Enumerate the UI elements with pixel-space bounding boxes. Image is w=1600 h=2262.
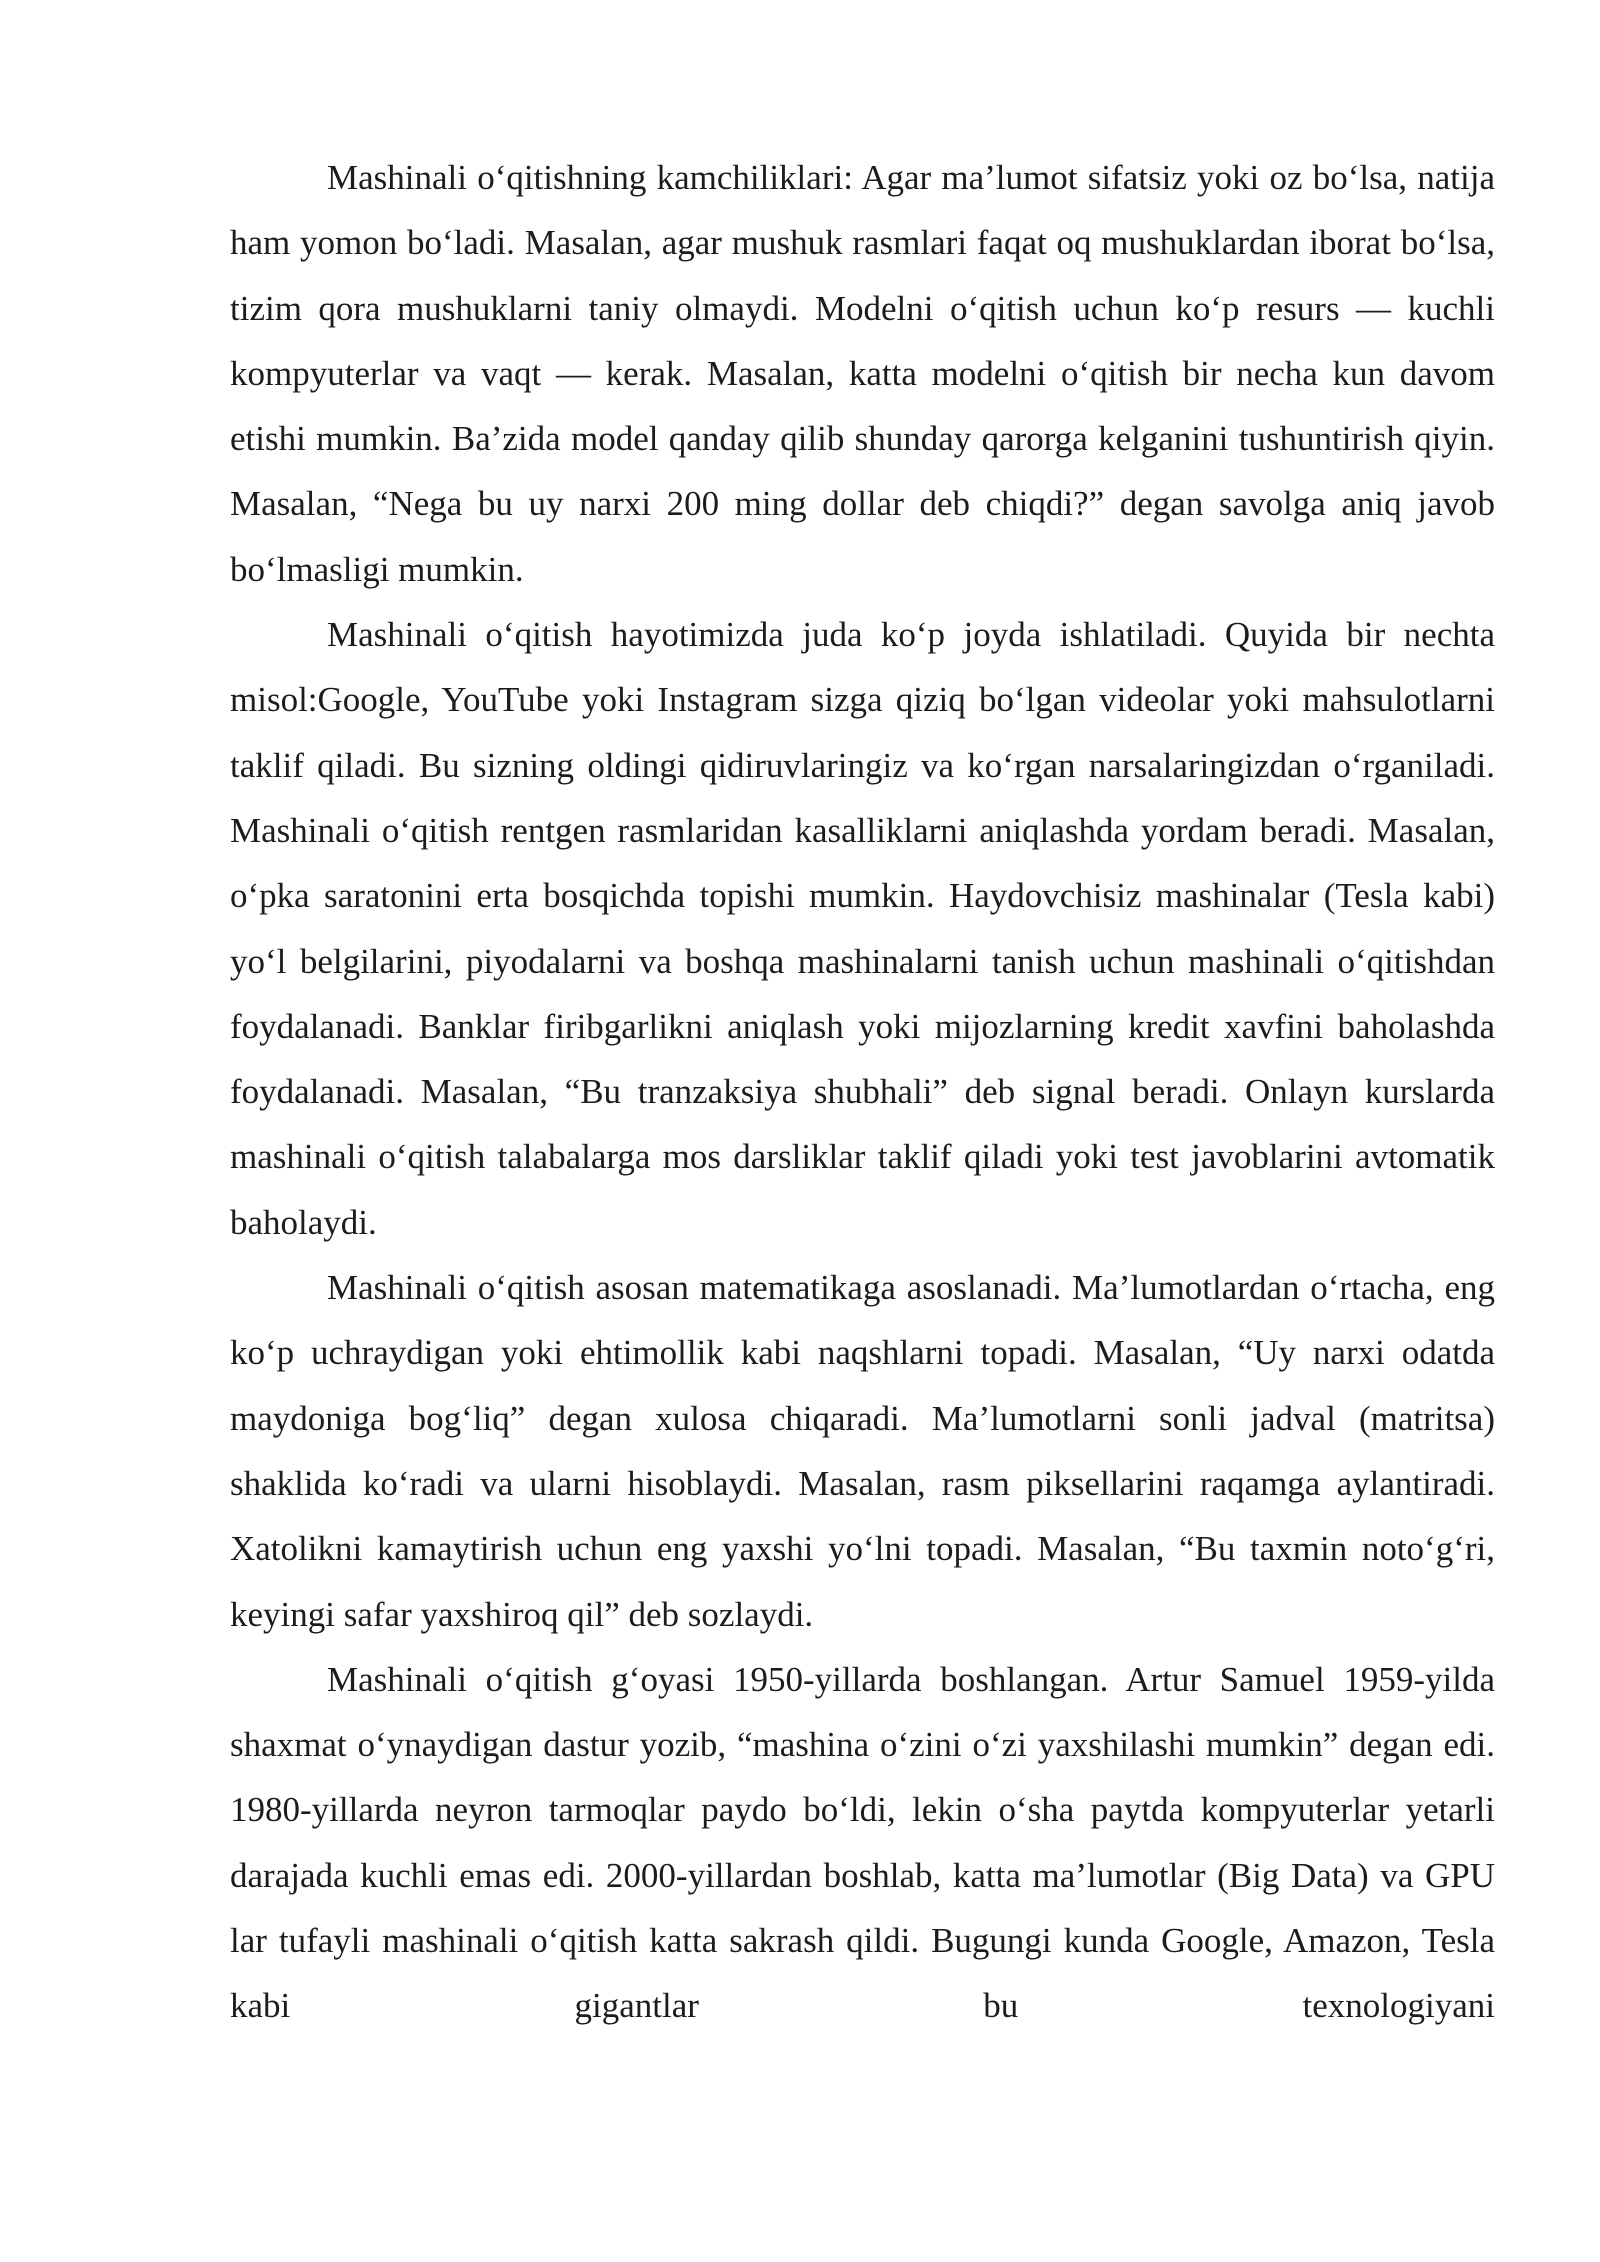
paragraph-history: Mashinali o‘qitish g‘oyasi 1950-yillarda boshlangan. Artur Samuel 1959-yilda shaxmat o‘ynaydigan dastur yozib, “mashina o‘zini o‘zi yaxshilashi mumkin” degan edi. 1980-yillarda neyron tarmoqlar paydo bo‘ldi, lekin o‘sha paytda kompyuterlar yetarli darajada kuchli emas edi. 2000-yillardan boshlab, katta ma’lumotlar (Big Data) va GPU lar tufayli mashinali o‘qitish katta sakrash qildi. Bugungi kunda Google, Amazon, Tesla kabi gigantlar bu texnologiyani	[230, 1659, 1495, 2026]
paragraph-mathematics: Mashinali o‘qitish asosan matematikaga asoslanadi. Ma’lumotlardan o‘rtacha, eng ko‘p uchraydigan yoki ehtimollik kabi naqshlarni topadi. Masalan, “Uy narxi odatda maydoniga bog‘liq” degan xulosa chiqaradi. Ma’lumotlarni sonli jadval (matritsa) shaklida ko‘radi va ularni hisoblaydi. Masalan, rasm piksellarini raqamga aylantiradi. Xatolikni kamaytirish uchun eng yaxshi yo‘lni topadi. Masalan, “Bu taxmin noto‘g‘ri, keyingi safar yaxshiroq qil” deb sozlaydi.	[230, 1268, 1495, 1634]
document-body	[230, 145, 1495, 2039]
paragraph-limitations: Mashinali o‘qitishning kamchiliklari: Agar ma’lumot sifatsiz yoki oz bo‘lsa, natija ham yomon bo‘ladi. Masalan, agar mushuk rasmlari faqat oq mushuklardan iborat bo‘lsa, tizim qora mushuklarni taniy olmaydi. Modelni o‘qitish uchun ko‘p resurs — kuchli kompyuterlar va vaqt — kerak. Masalan, katta modelni o‘qitish bir necha kun davom etishi mumkin. Ba’zida model qanday qilib shunday qarorga kelganini tushuntirish qiyin. Masalan, “Nega bu uy narxi 200 ming dollar deb chiqdi?” degan savolga aniq javob bo‘lmasligi mumkin.	[230, 158, 1495, 589]
paragraph-applications: Mashinali o‘qitish hayotimizda juda ko‘p joyda ishlatiladi. Quyida bir nechta misol:Google, YouTube yoki Instagram sizga qiziq bo‘lgan videolar yoki mahsulotlarni taklif qiladi. Bu sizning oldingi qidiruvlaringiz va ko‘rgan narsalaringizdan o‘rganiladi. Mashinali o‘qitish rentgen rasmlaridan kasalliklarni aniqlashda yordam beradi. Masalan, o‘pka saratonini erta bosqichda topishi mumkin. Haydovchisiz mashinalar (Tesla kabi) yo‘l belgilarini, piyodalarni va boshqa mashinalarni tanish uchun mashinali o‘qitishdan foydalanadi. Banklar firibgarlikni aniqlash yoki mijozlarning kredit xavfini baholashda foydalanadi. Masalan, “Bu tranzaksiya shubhali” deb signal beradi. Onlayn kurslarda mashinali o‘qitish talabalarga mos darsliklar taklif qiladi yoki test javoblarini avtomatik baholaydi.	[230, 615, 1495, 1242]
